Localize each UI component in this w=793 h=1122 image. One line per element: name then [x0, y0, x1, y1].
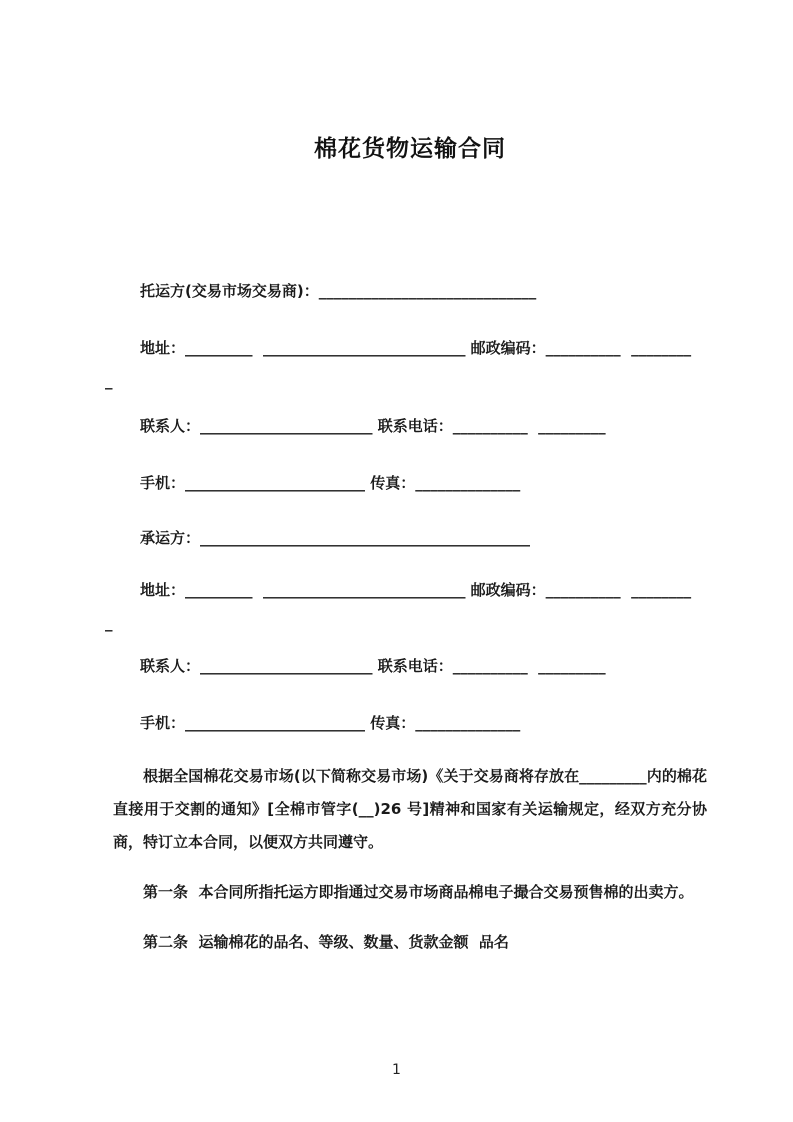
- article-2-paragraph: 第二条 运输棉花的品名、等级、数量、货款金额 品名: [143, 933, 509, 951]
- preamble-paragraph: 根据全国棉花交易市场(以下简称交易市场)《关于交易商将存放在_________内的棉花直接用于交割的通知》[全棉市管字(__)26 号]精神和国家有关运输规定，经双方充分协商，特订立本合同，以便双方共同遵守。: [113, 767, 707, 851]
- carrier-name-line: 承运方：____________________________________________: [140, 529, 531, 547]
- carrier-address-overflow-underscore: _: [105, 614, 113, 632]
- shipper-address-line: 地址：_________ ___________________________ 邮政编码：__________ ________: [140, 339, 692, 357]
- document-title: 棉花货物运输合同: [314, 136, 506, 162]
- contract-body: [113, 760, 707, 959]
- page-number: 1: [392, 1062, 401, 1078]
- article-1-paragraph: 第一条 本合同所指托运方即指通过交易市场商品棉电子撮合交易预售棉的出卖方。: [143, 883, 694, 901]
- shipper-phone-fax-line: 手机：________________________ 传真：______________: [140, 474, 521, 492]
- carrier-contact-line: 联系人：_______________________ 联系电话：__________ _________: [140, 657, 606, 675]
- carrier-phone-fax-line: 手机：________________________ 传真：______________: [140, 714, 521, 732]
- shipper-consignor-line: 托运方(交易市场交易商)：_____________________________: [140, 282, 537, 300]
- shipper-contact-line: 联系人：_______________________ 联系电话：__________ _________: [140, 417, 606, 435]
- carrier-address-line: 地址：_________ ___________________________ 邮政编码：__________ ________: [140, 581, 692, 599]
- contract-header-form: [105, 281, 707, 733]
- shipper-address-overflow-underscore: _: [105, 372, 113, 390]
